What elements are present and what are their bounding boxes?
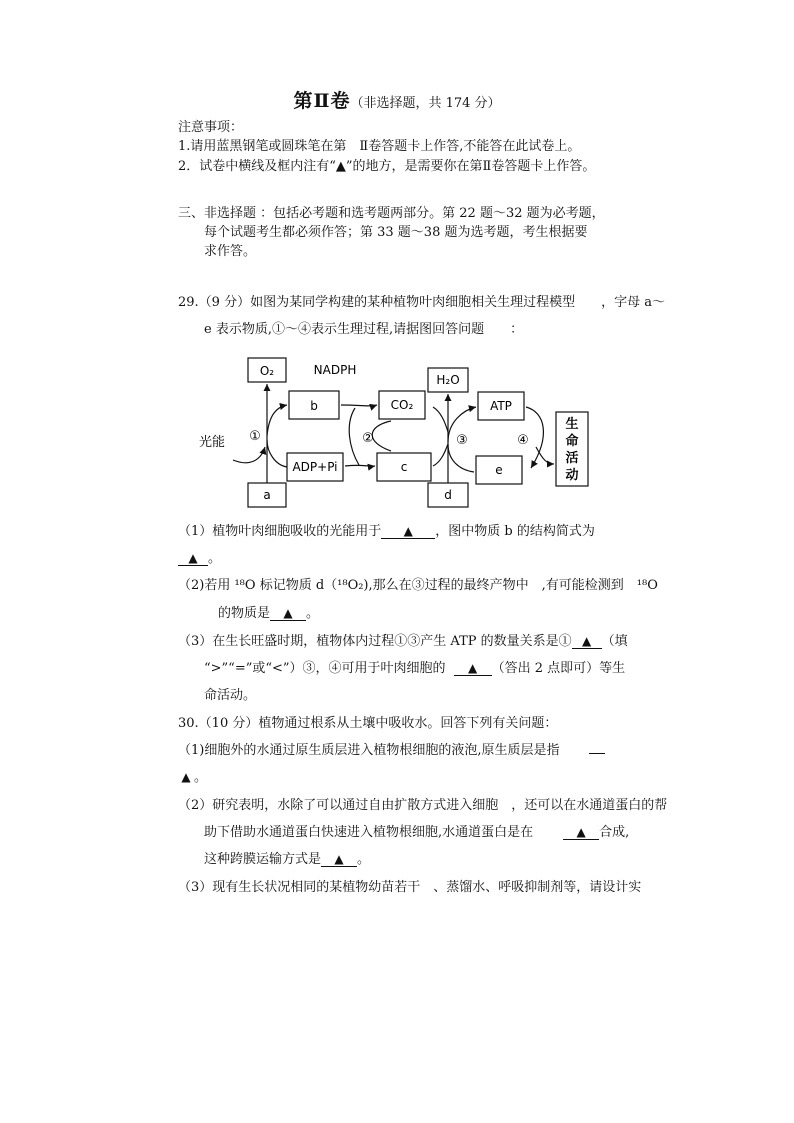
q29-p1a: （1）植物叶肉细胞吸收的光能用于 xyxy=(178,524,382,539)
answer-blank: ▲ xyxy=(454,661,492,676)
q30-part2-line-3 xyxy=(204,852,370,868)
photosynthesis-diagram xyxy=(195,352,595,512)
q30-part1-line-2 xyxy=(178,770,207,786)
answer-blank-start xyxy=(589,753,605,754)
q30-p3a: （3）现有生长状况相同的某植物幼苗若干 、蒸馏水、呼吸抑制剂等，请设计实 xyxy=(178,880,642,895)
q29-part1-line xyxy=(178,524,595,540)
q29-p3a: （3）在生长旺盛时期，植物体内过程①③产生 ATP 的数量关系是① xyxy=(178,634,572,649)
section3-line-3: 求作答。 xyxy=(204,244,257,259)
q30-p2a: （2）研究表明，水除了可以通过自由扩散方式进入细胞 ，还可以在水通道蛋白的帮 xyxy=(178,798,668,813)
q30-intro: 30.（10 分）植物通过根系从土壤中吸收水。回答下列有关问题： xyxy=(178,716,558,731)
q30-p2b: 助下借助水通道蛋白快速进入植物根细胞,水通道蛋白是在 xyxy=(204,825,534,840)
label-adp: ADP+Pi xyxy=(292,460,338,474)
q29-p1b: ，图中物质 b 的结构简式为 xyxy=(435,524,595,539)
q29-part1-line-2 xyxy=(178,551,221,567)
q29-p2b: 的物质是 xyxy=(218,606,271,621)
q30-p2e: 。 xyxy=(357,852,371,867)
q29-p2c: 。 xyxy=(306,606,320,621)
answer-blank: ▲ xyxy=(181,770,191,784)
title-subtitle: （非选择题，共 174 分） xyxy=(350,96,501,111)
q29-p3c: “>”“=”或“<”）③，④可用于叶肉细胞的 xyxy=(204,661,446,676)
label-d: d xyxy=(444,488,452,502)
label-co2: CO₂ xyxy=(390,398,414,412)
q29-part3-line-1 xyxy=(178,634,628,650)
answer-blank: ▲ xyxy=(572,634,602,649)
q30-p1c: 。 xyxy=(194,770,208,785)
title-main: 第Ⅱ卷 xyxy=(293,90,351,112)
notes-item-2: 2．试卷中横线及框内注有“▲”的地方，是需要你在第Ⅱ卷答题卡上作答。 xyxy=(178,159,596,174)
answer-blank: ▲ xyxy=(178,551,208,566)
notes-heading: 注意事项： xyxy=(178,120,244,135)
section-title xyxy=(0,86,794,113)
q29-intro-2: e 表示物质,①～④表示生理过程,请据图回答问题 ： xyxy=(204,322,524,337)
section3-line-2: 每个试题考生都必须作答；第 33 题～38 题为选考题，考生根据要 xyxy=(204,225,588,240)
label-process-2: ② xyxy=(362,431,374,446)
label-atp: ATP xyxy=(490,399,512,413)
answer-blank: ▲ xyxy=(270,606,306,621)
q30-p2d: 这种跨膜运输方式是 xyxy=(204,852,322,867)
label-b: b xyxy=(310,399,318,413)
label-life-1: 生 xyxy=(565,417,579,432)
q30-p2c: 合成, xyxy=(599,825,630,840)
answer-blank: ▲ xyxy=(563,825,599,840)
label-c: c xyxy=(400,460,408,474)
label-e: e xyxy=(495,463,503,477)
label-process-3: ③ xyxy=(456,433,468,448)
label-o2: O₂ xyxy=(259,364,275,378)
q29-p3e: 命活动。 xyxy=(204,688,257,703)
answer-blank: ▲ xyxy=(321,852,357,867)
q29-p3b: （填 xyxy=(601,634,628,649)
q29-p2a: （2)若用 ¹⁸O 标记物质 d（¹⁸O₂),那么在③过程的最终产物中 ,有可能检测到 ¹⁸O xyxy=(178,578,658,593)
q30-p1a: （1)细胞外的水通过原生质层进入植物根细胞的液泡,原生质层是指 xyxy=(178,743,560,758)
label-nadph: NADPH xyxy=(313,363,357,377)
label-life-2: 命 xyxy=(565,434,579,449)
q30-part2-line-2 xyxy=(204,825,629,841)
q30-part1-line xyxy=(178,743,605,759)
answer-blank: ▲ xyxy=(381,524,435,539)
q29-part3-line-2 xyxy=(204,661,625,677)
label-process-4: ④ xyxy=(517,433,529,448)
q29-p3d: （答出 2 点即可）等生 xyxy=(491,661,626,676)
q29-intro-1: 29.（9 分）如图为某同学构建的某种植物叶肉细胞相关生理过程模型 ，字母 a～ xyxy=(178,295,665,310)
label-life-3: 活 xyxy=(565,451,579,466)
notes-item-1: 1.请用蓝黑钢笔或圆珠笔在第 Ⅱ卷答题卡上作答,不能答在此试卷上。 xyxy=(178,139,581,154)
label-life-4: 动 xyxy=(565,468,579,483)
q29-p1c: 。 xyxy=(208,551,222,566)
label-light: 光能 xyxy=(199,435,226,450)
section3-line-1: 三、非选择题 ：包括必考题和选考题两部分。第 22 题～32 题为必考题， xyxy=(178,206,605,221)
label-a: a xyxy=(263,488,271,502)
q29-part2-line-2 xyxy=(218,606,319,622)
label-process-1: ① xyxy=(249,429,261,444)
label-h2o: H₂O xyxy=(436,373,460,387)
